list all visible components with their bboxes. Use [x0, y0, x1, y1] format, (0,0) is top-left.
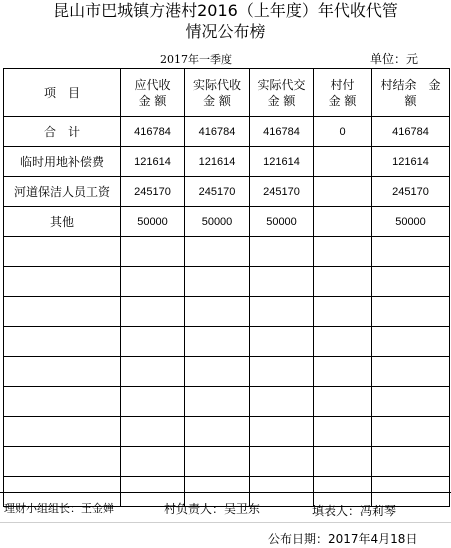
column-header	[250, 69, 314, 117]
group-leader-label: 理财小组组长：王金婵	[4, 502, 114, 515]
row-item-cell: 河道保洁人员工资	[4, 177, 121, 207]
empty-cell	[372, 387, 450, 417]
column-header	[4, 69, 121, 117]
empty-cell	[314, 327, 372, 357]
empty-cell	[121, 237, 185, 267]
amount-cell: 121614	[372, 147, 450, 177]
empty-cell	[185, 447, 250, 477]
column-header	[185, 69, 250, 117]
empty-cell	[250, 297, 314, 327]
footer-rule	[0, 522, 451, 523]
table-row	[4, 147, 450, 177]
column-header	[314, 69, 372, 117]
empty-row	[4, 357, 450, 387]
empty-cell	[250, 417, 314, 447]
amount-cell: 416784	[250, 117, 314, 147]
amount-cell	[314, 147, 372, 177]
empty-cell	[185, 327, 250, 357]
title-line-2: 情况公布榜	[185, 22, 266, 41]
empty-row	[4, 297, 450, 327]
amount-cell: 50000	[185, 207, 250, 237]
empty-cell	[121, 417, 185, 447]
amount-cell: 50000	[121, 207, 185, 237]
empty-cell	[4, 267, 121, 297]
empty-cell	[185, 357, 250, 387]
empty-cell	[372, 447, 450, 477]
amount-cell: 0	[314, 117, 372, 147]
amount-cell: 416784	[121, 117, 185, 147]
amount-cell: 121614	[121, 147, 185, 177]
row-item-cell: 其他	[4, 207, 121, 237]
empty-cell	[250, 447, 314, 477]
publish-date-label: 公布日期：2017年4月18日	[268, 532, 418, 546]
amount-cell: 50000	[250, 207, 314, 237]
column-header-label: 应代收 金 额	[134, 77, 171, 108]
table-row	[4, 177, 450, 207]
signature-footer	[0, 492, 451, 548]
empty-cell	[372, 327, 450, 357]
empty-cell	[372, 267, 450, 297]
empty-cell	[185, 267, 250, 297]
column-header	[372, 69, 450, 117]
amount-cell: 121614	[185, 147, 250, 177]
empty-cell	[314, 387, 372, 417]
column-header-label: 项 目	[43, 85, 80, 100]
column-header-label: 实际代收 金 额	[192, 77, 241, 108]
empty-cell	[314, 297, 372, 327]
empty-cell	[250, 327, 314, 357]
period-label: 2017年一季度	[160, 53, 232, 66]
empty-row	[4, 237, 450, 267]
empty-cell	[372, 417, 450, 447]
empty-cell	[4, 237, 121, 267]
column-header-label: 实际代交 金 额	[257, 77, 306, 108]
table-row	[4, 207, 450, 237]
empty-cell	[4, 387, 121, 417]
empty-cell	[4, 297, 121, 327]
empty-cell	[314, 417, 372, 447]
row-item-cell: 合 计	[4, 117, 121, 147]
column-header	[121, 69, 185, 117]
amount-cell: 416784	[185, 117, 250, 147]
subtitle-row	[0, 46, 451, 68]
empty-cell	[4, 327, 121, 357]
empty-cell	[121, 297, 185, 327]
empty-cell	[314, 237, 372, 267]
amount-cell: 121614	[250, 147, 314, 177]
empty-cell	[185, 417, 250, 447]
empty-row	[4, 447, 450, 477]
empty-cell	[250, 267, 314, 297]
column-header-label: 村付 金 额	[328, 77, 357, 108]
empty-cell	[314, 267, 372, 297]
amount-cell: 245170	[121, 177, 185, 207]
table-header-row	[4, 69, 450, 117]
collection-table	[3, 68, 450, 507]
empty-cell	[121, 387, 185, 417]
amount-cell: 416784	[372, 117, 450, 147]
amount-cell	[314, 207, 372, 237]
amount-cell: 245170	[250, 177, 314, 207]
filler-label: 填表人：冯莉琴	[312, 504, 397, 518]
empty-cell	[314, 357, 372, 387]
empty-cell	[250, 357, 314, 387]
empty-cell	[250, 237, 314, 267]
empty-row	[4, 387, 450, 417]
empty-cell	[372, 297, 450, 327]
empty-cell	[372, 357, 450, 387]
row-item-cell: 临时用地补偿费	[4, 147, 121, 177]
empty-cell	[185, 387, 250, 417]
empty-cell	[4, 357, 121, 387]
empty-cell	[185, 297, 250, 327]
village-head-label: 村负责人：吴卫东	[164, 502, 261, 516]
empty-cell	[314, 447, 372, 477]
amount-cell: 50000	[372, 207, 450, 237]
notice-title	[0, 0, 451, 44]
empty-cell	[121, 447, 185, 477]
empty-cell	[121, 357, 185, 387]
amount-cell: 245170	[372, 177, 450, 207]
table-row	[4, 117, 450, 147]
empty-cell	[250, 387, 314, 417]
footer-divider	[0, 492, 451, 493]
empty-cell	[121, 267, 185, 297]
unit-label: 单位：元	[370, 52, 419, 66]
empty-cell	[372, 237, 450, 267]
column-header-label: 村结余 金 额	[380, 77, 441, 108]
title-line-1: 昆山市巴城镇方港村2016（上年度）年代收代管	[53, 1, 398, 20]
amount-cell: 245170	[185, 177, 250, 207]
empty-row	[4, 267, 450, 297]
empty-row	[4, 327, 450, 357]
empty-cell	[4, 417, 121, 447]
empty-cell	[4, 447, 121, 477]
empty-cell	[121, 327, 185, 357]
empty-cell	[185, 237, 250, 267]
empty-row	[4, 417, 450, 447]
amount-cell	[314, 177, 372, 207]
